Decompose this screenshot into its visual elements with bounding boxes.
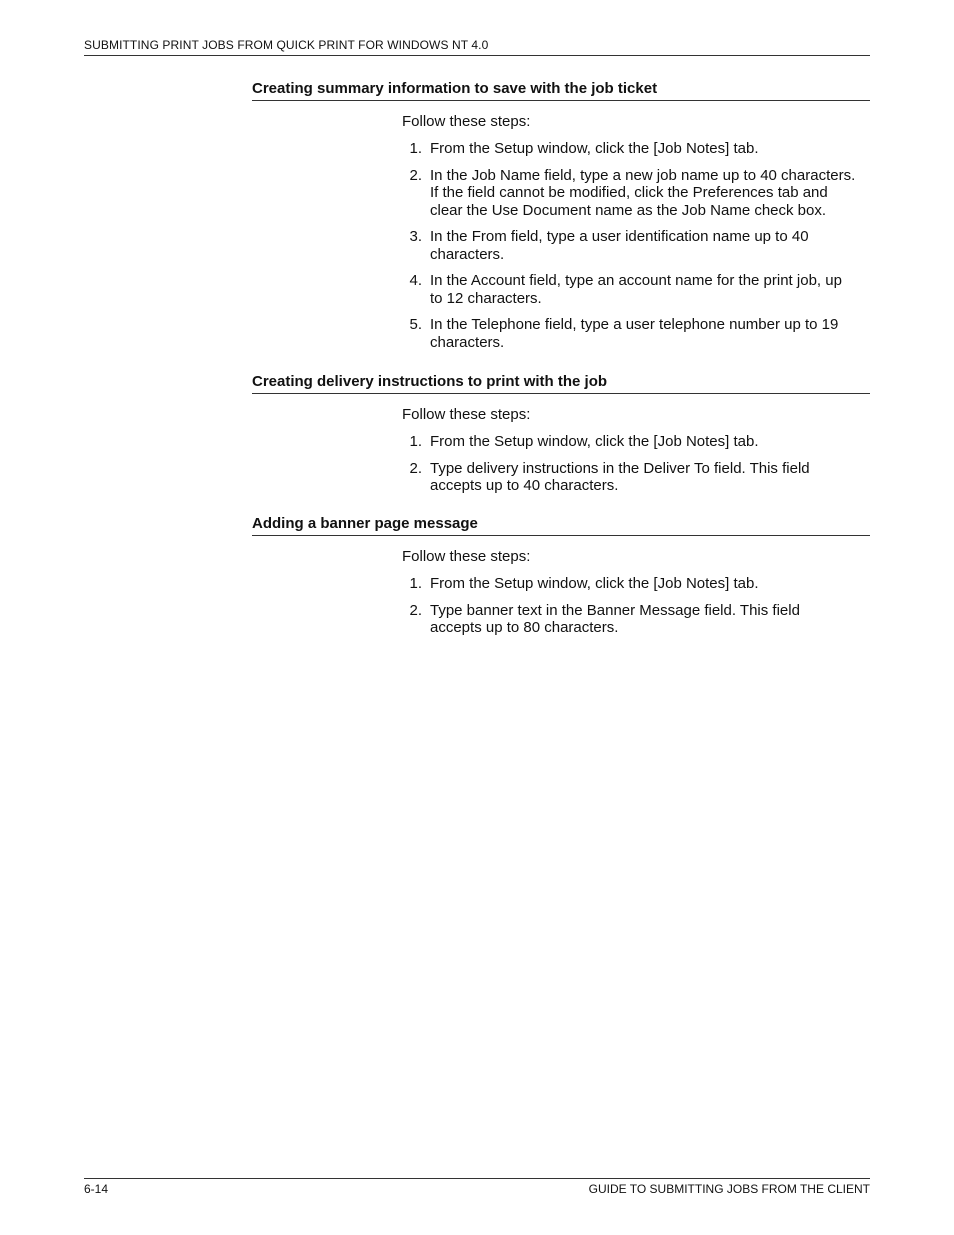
step-list xyxy=(252,140,870,351)
step-text: In the Telephone field, type a user telephone number up to 19 characters. xyxy=(430,316,839,351)
section-summary-information xyxy=(252,80,870,351)
section-intro: Follow these steps: xyxy=(402,548,531,565)
section-banner-page-message xyxy=(252,515,870,637)
list-item xyxy=(402,228,870,263)
step-number: 1. xyxy=(409,140,422,157)
section-intro: Follow these steps: xyxy=(402,406,531,423)
step-number: 1. xyxy=(409,575,422,592)
step-number: 1. xyxy=(409,433,422,450)
guide-title: GUIDE TO SUBMITTING JOBS FROM THE CLIENT xyxy=(588,1182,870,1196)
step-text: In the From field, type a user identification name up to 40 characters. xyxy=(430,228,809,263)
section-title: Creating summary information to save with the job ticket xyxy=(252,80,870,101)
step-number: 2. xyxy=(409,459,422,477)
step-text: In the Job Name field, type a new job name up to 40 characters. If the field cannot be modified, click the Preferences tab and clear the Use Document name as the Job Name check box. xyxy=(430,166,856,219)
running-footer xyxy=(84,1178,870,1196)
step-text: From the Setup window, click the [Job Notes] tab. xyxy=(430,140,759,157)
step-number: 5. xyxy=(409,316,422,333)
section-delivery-instructions xyxy=(252,373,870,495)
list-item xyxy=(402,433,870,451)
step-text: From the Setup window, click the [Job Notes] tab. xyxy=(430,575,759,592)
list-item xyxy=(402,575,870,593)
step-list xyxy=(252,433,870,495)
step-list xyxy=(252,575,870,637)
step-text: From the Setup window, click the [Job Notes] tab. xyxy=(430,433,759,450)
list-item xyxy=(402,460,870,495)
section-intro: Follow these steps: xyxy=(402,113,531,130)
page-number: 6-14 xyxy=(84,1182,109,1196)
step-text: In the Account field, type an account name for the print job, up to 12 characters. xyxy=(430,272,842,307)
list-item xyxy=(402,602,870,637)
step-number: 2. xyxy=(409,166,422,184)
step-text: Type banner text in the Banner Message field. This field accepts up to 80 characters. xyxy=(430,601,800,636)
step-number: 3. xyxy=(409,228,422,245)
list-item xyxy=(402,140,870,158)
step-number: 2. xyxy=(409,601,422,619)
section-title: Adding a banner page message xyxy=(252,515,870,536)
step-number: 4. xyxy=(409,272,422,289)
step-text: Type delivery instructions in the Deliver To field. This field accepts up to 40 characters. xyxy=(430,459,810,494)
section-title: Creating delivery instructions to print with the job xyxy=(252,373,870,394)
running-header: SUBMITTING PRINT JOBS FROM QUICK PRINT FOR WINDOWS NT 4.0 xyxy=(84,38,870,56)
list-item xyxy=(402,167,870,220)
list-item xyxy=(402,316,870,351)
list-item xyxy=(402,272,870,307)
